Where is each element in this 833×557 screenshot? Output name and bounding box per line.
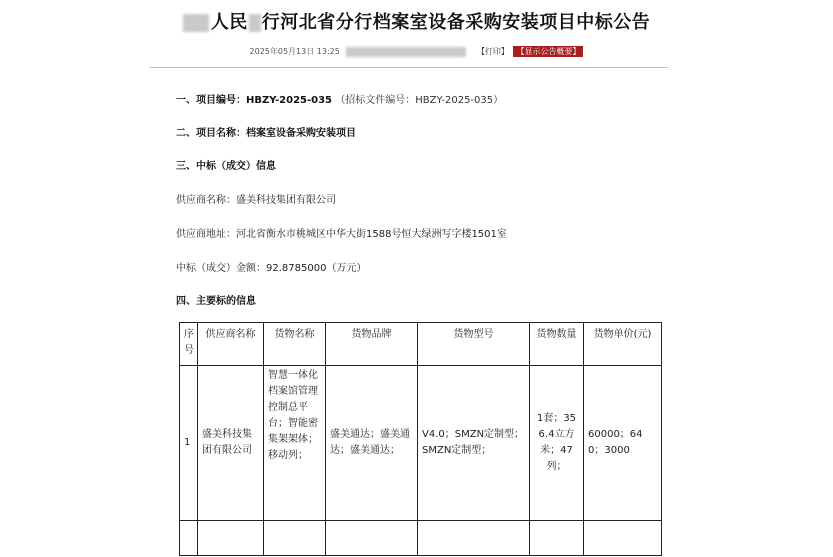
section-award-info: 三、中标（成交）信息 <box>176 161 276 172</box>
table-header-row <box>180 323 662 366</box>
header-goods-name: 货物名称 <box>264 323 326 366</box>
header-brand: 货物品牌 <box>326 323 418 366</box>
print-link[interactable]: 【打印】 <box>476 47 509 56</box>
cell-model: V4.0；SMZN定制型；SMZN定制型； <box>418 366 530 521</box>
show-summary-button[interactable]: 【显示公告概要】 <box>513 46 583 57</box>
cell-supplier: 盛美科技集团有限公司 <box>198 366 264 521</box>
header-quantity: 货物数量 <box>530 323 584 366</box>
header-no: 序号 <box>180 323 198 366</box>
title-text-part1: 人民 <box>210 12 248 33</box>
award-amount-line: 中标（成交）金额：92.8785000（万元） <box>176 263 367 274</box>
cell-no: 1 <box>180 366 198 521</box>
table-row-empty <box>180 521 662 556</box>
header-divider <box>150 67 668 68</box>
empty-cell <box>418 521 530 556</box>
section-project-number <box>176 91 503 106</box>
header-model: 货物型号 <box>418 323 530 366</box>
tender-doc-number: （招标文件编号：HBZY-2025-035） <box>335 95 504 106</box>
title-text-part2: 行河北省分行档案室设备采购安装项目中标公告 <box>261 12 651 33</box>
header-supplier: 供应商名称 <box>198 323 264 366</box>
publish-meta <box>0 46 833 57</box>
page-title <box>0 8 833 34</box>
supplier-name-line: 供应商名称：盛美科技集团有限公司 <box>176 195 336 206</box>
section-project-name: 二、项目名称：档案室设备采购安装项目 <box>176 128 356 139</box>
redacted-text <box>346 47 466 57</box>
table-row <box>180 366 662 521</box>
empty-cell <box>180 521 198 556</box>
supplier-address-line: 供应商地址：河北省衡水市桃城区中华大街1588号恒大绿洲写字楼1501室 <box>176 229 507 240</box>
redacted-text <box>183 14 209 32</box>
cell-goods-name: 智慧一体化档案馆管理控制总平台；智能密集架架体；移动列； <box>264 366 326 521</box>
items-table <box>179 322 662 556</box>
cell-brand: 盛美通达；盛美通达；盛美通达； <box>326 366 418 521</box>
empty-cell <box>264 521 326 556</box>
publish-date: 2025年05月13日 13:25 <box>249 47 340 56</box>
empty-cell <box>198 521 264 556</box>
section-heading: 一、项目编号：HBZY-2025-035 <box>176 95 333 106</box>
empty-cell <box>584 521 662 556</box>
cell-unit-price: 60000；640；3000 <box>584 366 662 521</box>
section-main-items: 四、主要标的信息 <box>176 296 256 307</box>
empty-cell <box>326 521 418 556</box>
redacted-text <box>249 14 261 32</box>
cell-quantity: 1套；356.4立方米；47列； <box>530 366 584 521</box>
empty-cell <box>530 521 584 556</box>
header-unit-price: 货物单价(元) <box>584 323 662 366</box>
